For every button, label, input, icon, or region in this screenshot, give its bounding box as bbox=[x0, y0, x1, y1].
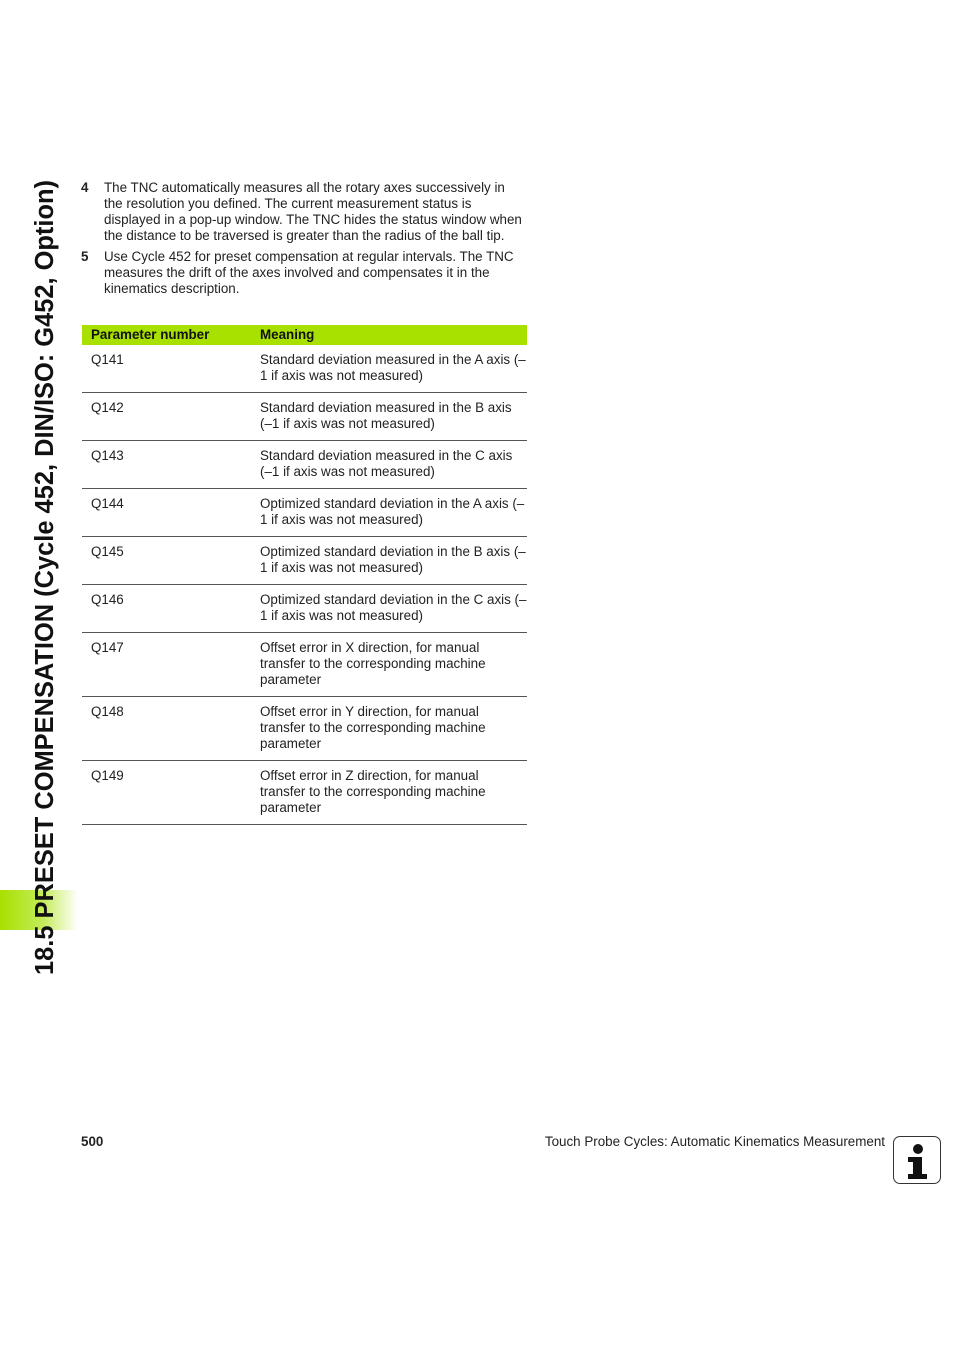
table-row bbox=[82, 585, 527, 633]
table-row bbox=[82, 697, 527, 761]
table-header-row bbox=[82, 325, 527, 345]
page-number: 500 bbox=[81, 1134, 104, 1149]
meaning-cell: Optimized standard deviation in the C axis (–1 if axis was not measured) bbox=[251, 585, 527, 633]
table-row bbox=[82, 633, 527, 697]
param-cell: Q142 bbox=[82, 393, 251, 441]
info-icon bbox=[893, 1136, 941, 1184]
meaning-cell: Offset error in X direction, for manual transfer to the corresponding machine parameter bbox=[251, 633, 527, 697]
table-row bbox=[82, 441, 527, 489]
param-cell: Q147 bbox=[82, 633, 251, 697]
meaning-cell: Offset error in Z direction, for manual transfer to the corresponding machine parameter bbox=[251, 761, 527, 825]
meaning-cell: Standard deviation measured in the A axis (–1 if axis was not measured) bbox=[251, 345, 527, 393]
header-parameter-number: Parameter number bbox=[82, 325, 251, 345]
param-cell: Q148 bbox=[82, 697, 251, 761]
chapter-title-vertical: 18.5 PRESET COMPENSATION (Cycle 452, DIN/ISO: G452, Option) bbox=[31, 177, 59, 975]
table-row bbox=[82, 761, 527, 825]
meaning-cell: Optimized standard deviation in the B axis (–1 if axis was not measured) bbox=[251, 537, 527, 585]
param-cell: Q143 bbox=[82, 441, 251, 489]
table-row bbox=[82, 345, 527, 393]
header-meaning: Meaning bbox=[251, 325, 527, 345]
param-cell: Q145 bbox=[82, 537, 251, 585]
param-cell: Q149 bbox=[82, 761, 251, 825]
procedure-steps bbox=[81, 180, 527, 302]
table-row bbox=[82, 393, 527, 441]
step-4 bbox=[81, 180, 527, 244]
parameter-table bbox=[82, 325, 527, 825]
table-row bbox=[82, 489, 527, 537]
param-cell: Q141 bbox=[82, 345, 251, 393]
table-row bbox=[82, 537, 527, 585]
meaning-cell: Standard deviation measured in the B axis (–1 if axis was not measured) bbox=[251, 393, 527, 441]
meaning-cell: Standard deviation measured in the C axis (–1 if axis was not measured) bbox=[251, 441, 527, 489]
meaning-cell: Offset error in Y direction, for manual transfer to the corresponding machine parameter bbox=[251, 697, 527, 761]
step-number: 4 bbox=[81, 180, 89, 195]
side-chapter-title bbox=[0, 0, 80, 1000]
param-cell: Q144 bbox=[82, 489, 251, 537]
step-5 bbox=[81, 249, 527, 297]
footer-chapter-title: Touch Probe Cycles: Automatic Kinematics Measurement bbox=[544, 1134, 885, 1149]
meaning-cell: Optimized standard deviation in the A axis (–1 if axis was not measured) bbox=[251, 489, 527, 537]
step-text: The TNC automatically measures all the rotary axes successively in the resolution you defined. The current measurement status is displayed in a pop-up window. The TNC hides the status window when the distance to be traversed is greater than the radius of the ball tip. bbox=[104, 180, 522, 243]
param-cell: Q146 bbox=[82, 585, 251, 633]
step-number: 5 bbox=[81, 249, 89, 264]
step-text: Use Cycle 452 for preset compensation at regular intervals. The TNC measures the drift of the axes involved and compensates it in the kinematics description. bbox=[104, 249, 514, 296]
